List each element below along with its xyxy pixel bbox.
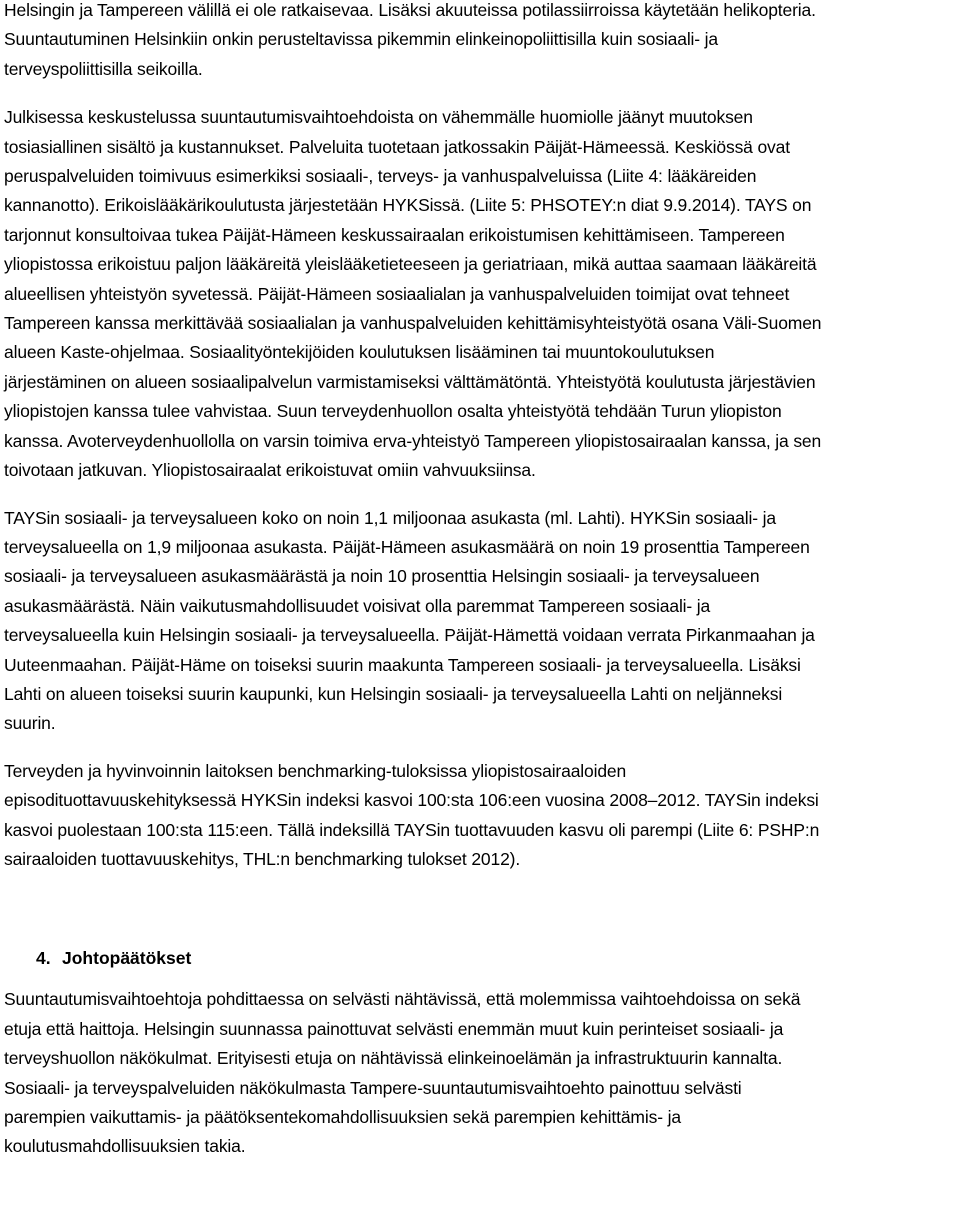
text-line: terveysalueella on 1,9 miljoonaa asukasta. Päijät-Hämeen asukasmäärä on noin 19 prosenttia Tampereen [4,536,810,557]
paragraph-transport [4,0,956,84]
text-line: järjestäminen on alueen sosiaalipalvelun varmistamiseksi välttämätöntä. Yhteistyötä koulutusta järjestävien [4,371,816,392]
text-line: Uuteenmaahan. Päijät-Häme on toiseksi suurin maakunta Tampereen sosiaali- ja terveysalueella. Lisäksi [4,654,801,675]
heading-spacer [4,973,956,985]
text-line: kannanotto). Erikoislääkärikoulutusta järjestetään HYKSissä. (Liite 5: PHSOTEY:n diat 9.9.2014). TAYS on [4,195,812,216]
text-line: suurin. [4,713,56,734]
text-line: sairaaloiden tuottavuuskehitys, THL:n benchmarking tulokset 2012). [4,848,521,869]
text-line: episodituottavuuskehityksessä HYKSin indeksi kasvoi 100:sta 106:een vuosina 2008–2012. TAYSin indeksi [4,790,819,811]
text-line: etuja että haittoja. Helsingin suunnassa painottuvat selvästi enemmän muut kuin perinteiset sosiaali- ja [4,1018,784,1039]
text-line: alueellisen yhteistyön syvetessä. Päijät-Hämeen sosiaalialan ja vanhuspalveluiden toimijat ovat tehneet [4,283,790,304]
section-title: Johtopäätökset [62,948,192,969]
text-line: Lahti on alueen toiseksi suurin kaupunki, kun Helsingin sosiaali- ja terveysalueella Lahti on neljänneksi [4,683,783,704]
paragraph-public-discussion [4,103,956,485]
paragraph-benchmarking [4,757,956,875]
section-spacer [4,874,956,944]
text-line: terveyspoliittisilla seikoilla. [4,58,203,79]
section-heading [4,944,956,973]
text-line: Suuntautuminen Helsinkiin onkin perusteltavissa pikemmin elinkeinopoliittisilla kuin sosiaali- ja [4,29,719,50]
text-line: asukasmäärästä. Näin vaikutusmahdollisuudet voisivat olla paremmat Tampereen sosiaali- ja [4,595,711,616]
text-line: Terveyden ja hyvinvoinnin laitoksen benchmarking-tuloksissa yliopistosairaaloiden [4,760,627,781]
paragraph-spacer [4,486,956,504]
section-number: 4. [36,948,51,969]
text-line: Sosiaali- ja terveyspalveluiden näkökulmasta Tampere-suuntautumisvaihtoehto painottuu selvästi [4,1077,742,1098]
text-line: terveysalueella kuin Helsingin sosiaali- ja terveysalueella. Päijät-Hämettä voidaan verrata Pirkanmaahan ja [4,625,815,646]
text-line: Helsingin ja Tampereen välillä ei ole ratkaisevaa. Lisäksi akuuteissa potilassiirroissa käytetään helikopteria. [4,0,816,20]
paragraph-population [4,504,956,739]
text-line: yliopistossa erikoistuu paljon lääkäreitä yleislääketieteeseen ja geriatriaan, mikä auttaa saamaan lääkäreitä [4,254,817,275]
text-line: kanssa. Avoterveydenhuollolla on varsin toimiva erva-yhteistyö Tampereen yliopistosairaalan kanssa, ja sen [4,430,822,451]
text-line: tosiasiallinen sisältö ja kustannukset. Palveluita tuotetaan jatkossakin Päijät-Hämeessä. Keskiössä ovat [4,136,790,157]
text-line: tarjonnut konsultoivaa tukea Päijät-Hämeen keskussairaalan erikoistumisen kehittämiseen. Tampereen [4,224,785,245]
text-line: kasvoi puolestaan 100:sta 115:een. Tällä indeksillä TAYSin tuottavuuden kasvu oli parempi (Liite 6: PSHP:n [4,819,820,840]
paragraph-spacer [4,84,956,103]
text-line: Julkisessa keskustelussa suuntautumisvaihtoehdoista on vähemmälle huomiolle jäänyt muutoksen [4,107,753,128]
text-line: Tampereen kanssa merkittävää sosiaalialan ja vanhuspalveluiden kehittämisyhteistyötä osana Väli-Suomen [4,313,822,334]
text-line: toivotaan jatkuvan. Yliopistosairaalat erikoistuvat omiin vahvuuksiinsa. [4,460,536,481]
document-page [4,0,956,1162]
text-line: terveyshuollon näkökulmat. Erityisesti etuja on nähtävissä elinkeinoelämän ja infrastruktuurin kannalta. [4,1048,783,1069]
paragraph-spacer [4,739,956,757]
text-line: Suuntautumisvaihtoehtoja pohdittaessa on selvästi nähtävissä, että molemmissa vaihtoehdoissa on sekä [4,989,801,1010]
text-line: koulutusmahdollisuuksien takia. [4,1136,246,1157]
text-line: peruspalveluiden toimivuus esimerkiksi sosiaali-, terveys- ja vanhuspalveluissa (Liite 4: lääkäreiden [4,166,757,187]
paragraph-conclusion [4,985,956,1161]
text-line: alueen Kaste-ohjelmaa. Sosiaalityöntekijöiden koulutuksen lisääminen tai muuntokoulutuksen [4,342,715,363]
text-line: yliopistojen kanssa tulee vahvistaa. Suun terveydenhuollon osalta yhteistyötä tehdään Turun yliopiston [4,401,782,422]
text-line: TAYSin sosiaali- ja terveysalueen koko on noin 1,1 miljoonaa asukasta (ml. Lahti). HYKSin sosiaali- ja [4,507,776,528]
text-line: parempien vaikuttamis- ja päätöksentekomahdollisuuksien sekä parempien kehittämis- ja [4,1107,681,1127]
text-line: sosiaali- ja terveysalueen asukasmäärästä ja noin 10 prosenttia Helsingin sosiaali- ja terveysalueen [4,566,760,587]
